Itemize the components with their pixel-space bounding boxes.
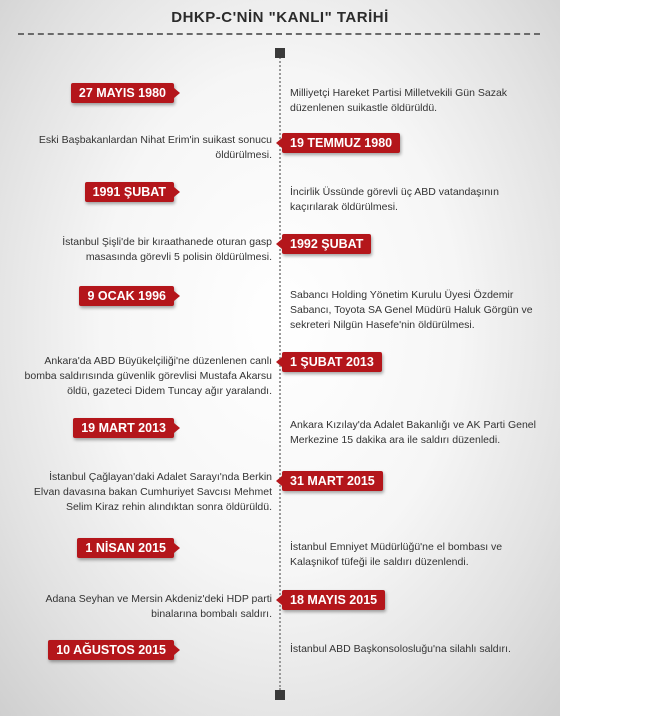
title-divider xyxy=(18,33,540,35)
event-date-badge: 19 TEMMUZ 1980 xyxy=(282,133,400,153)
event-description: İstanbul Şişli'de bir kıraathanede oturan gasp masasında görevli 5 polisin öldürülmesi. xyxy=(62,236,272,263)
event-description: Milliyetçi Hareket Partisi Milletvekili Gün Sazak düzenlenen suikastle öldürüldü. xyxy=(290,87,508,114)
event-description: İstanbul Çağlayan'daki Adalet Sarayı'nda Berkin Elvan davasına bakan Cumhuriyet Savcısı Mehmet Selim Kiraz rehin alındıktan sonra öldürüldü. xyxy=(33,471,272,513)
event-date-badge: 1991 ŞUBAT xyxy=(85,182,174,202)
event-description: İncirlik Üssünde görevli üç ABD vatandaşının kaçırılarak öldürülmesi. xyxy=(290,186,499,213)
event-description: İstanbul Emniyet Müdürlüğü'ne el bombası ve Kalaşnikof tüfeği ile saldırı düzenlendi. xyxy=(290,541,503,568)
event-description: Adana Seyhan ve Mersin Akdeniz'deki HDP parti binalarına bombalı saldırı. xyxy=(45,593,272,620)
event-date-badge: 10 AĞUSTOS 2015 xyxy=(48,640,174,660)
event-date-badge: 9 OCAK 1996 xyxy=(79,286,174,306)
timeline-end-marker xyxy=(275,690,285,700)
event-description: Eski Başbakanlardan Nihat Erim'in suikast sonucu öldürülmesi. xyxy=(38,134,272,161)
event-description: İstanbul ABD Başkonsolosluğu'na silahlı saldırı. xyxy=(290,643,511,655)
event-description: Ankara'da ABD Büyükelçiliği'ne düzenlenen canlı bomba saldırısında güvenlik görevlisi Mustafa Akarsu öldü, gazeteci Didem Tuncay ağır yaralandı. xyxy=(24,355,272,397)
event-date-badge: 1992 ŞUBAT xyxy=(282,234,371,254)
event-date-badge: 19 MART 2013 xyxy=(73,418,174,438)
event-date-badge: 1 NİSAN 2015 xyxy=(77,538,174,558)
event-description: Sabancı Holding Yönetim Kurulu Üyesi Özdemir Sabancı, Toyota SA Genel Müdürü Haluk Görgün ve sekreteri Nilgün Hasefe'nin öldürülmesi. xyxy=(290,289,533,331)
event-date-badge: 27 MAYIS 1980 xyxy=(71,83,174,103)
timeline-start-marker xyxy=(275,48,285,58)
page-title: DHKP-C'NİN "KANLI" TARİHİ xyxy=(171,9,389,26)
event-description: Ankara Kızılay'da Adalet Bakanlığı ve AK Parti Genel Merkezine 15 dakika ara ile saldırı düzenledi. xyxy=(290,419,536,446)
event-date-badge: 1 ŞUBAT 2013 xyxy=(282,352,382,372)
event-date-badge: 31 MART 2015 xyxy=(282,471,383,491)
event-date-badge: 18 MAYIS 2015 xyxy=(282,590,385,610)
